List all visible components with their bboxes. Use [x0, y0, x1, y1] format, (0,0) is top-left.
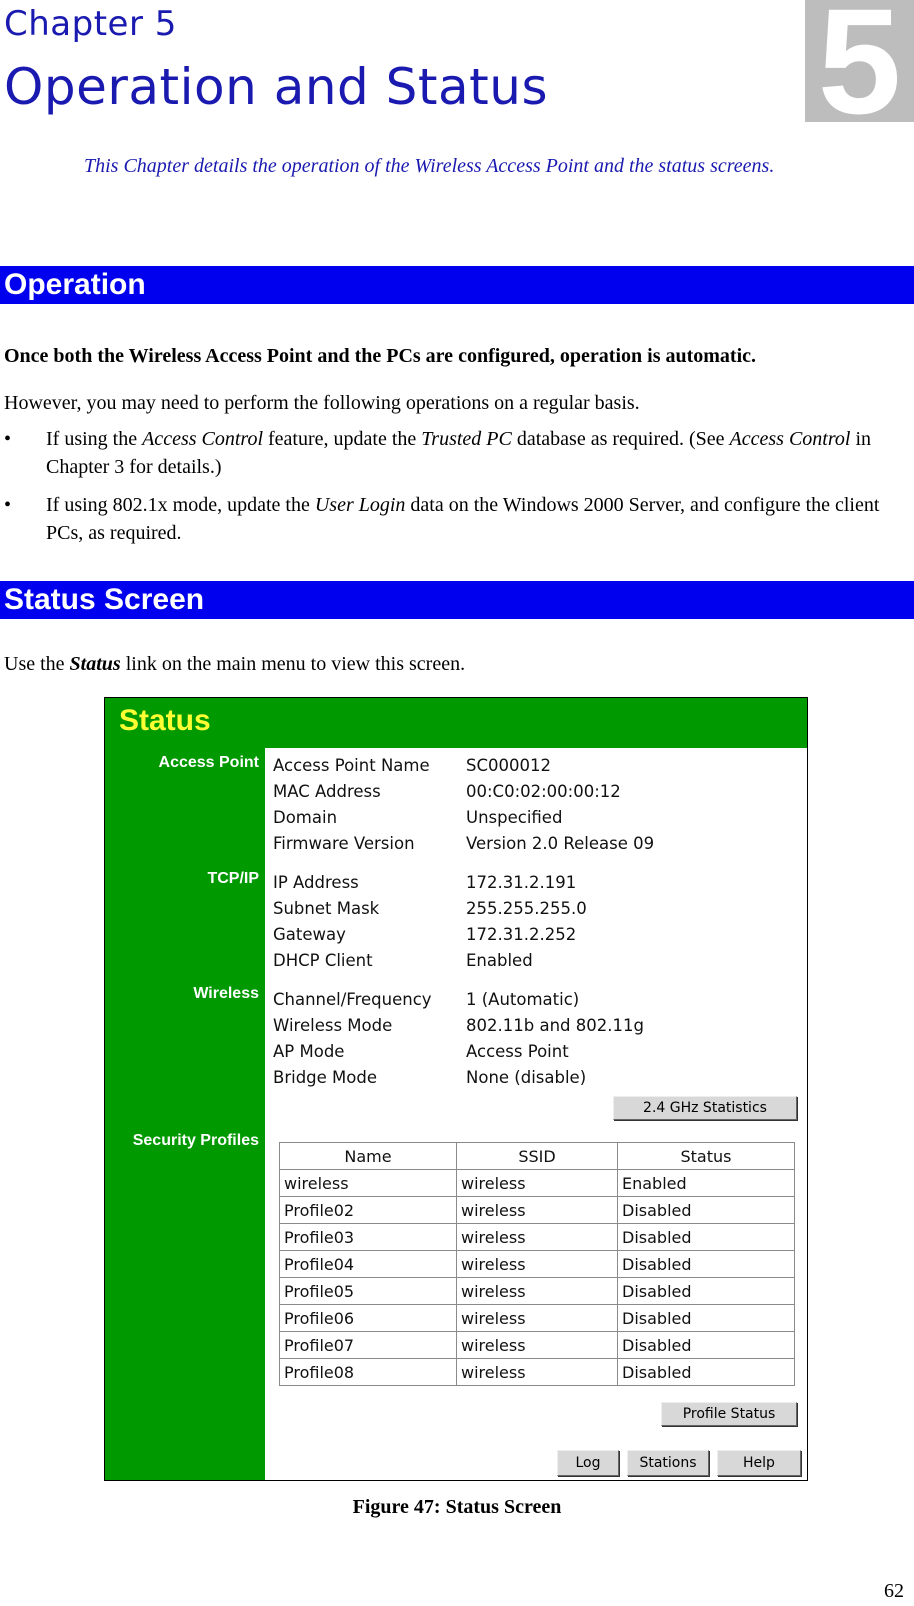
log-button[interactable]: Log [557, 1450, 619, 1476]
info-key: Domain [273, 808, 338, 827]
chapter-title: Operation and Status [4, 58, 549, 116]
text-run: If using 802.1x mode, update the [46, 494, 315, 516]
bullet-access-control [4, 425, 894, 481]
cell-status: Disabled [618, 1278, 795, 1305]
info-key: MAC Address [273, 782, 381, 801]
cell-ssid: wireless [457, 1305, 618, 1332]
info-key: Wireless Mode [273, 1016, 393, 1035]
table-row [280, 1251, 795, 1278]
status-link-mention: Status [69, 653, 121, 675]
table-row [280, 1305, 795, 1332]
stats-button[interactable]: 2.4 GHz Statistics [613, 1096, 797, 1120]
cell-ssid: wireless [457, 1197, 618, 1224]
bullet-text [46, 425, 894, 481]
info-key: Subnet Mask [273, 899, 380, 918]
cell-name: wireless [280, 1170, 457, 1197]
status-page-title: Status [105, 698, 807, 748]
status-screenshot [104, 697, 808, 1481]
column-header-name: Name [280, 1143, 457, 1170]
status-paragraph [4, 650, 904, 678]
cell-status: Disabled [618, 1305, 795, 1332]
info-key: Firmware Version [273, 834, 415, 853]
info-key: Access Point Name [273, 756, 430, 775]
table-row [280, 1278, 795, 1305]
cell-ssid: wireless [457, 1359, 618, 1386]
chapter-number: Chapter 5 [4, 4, 177, 44]
info-key: Gateway [273, 925, 346, 944]
cell-ssid: wireless [457, 1278, 618, 1305]
cell-ssid: wireless [457, 1224, 618, 1251]
sidebar-label-access-point: Access Point [158, 754, 259, 771]
info-key: Bridge Mode [273, 1068, 377, 1087]
info-value: Version 2.0 Release 09 [466, 834, 655, 853]
table-row [280, 1197, 795, 1224]
section-heading-status-screen: Status Screen [0, 581, 914, 619]
column-header-status: Status [618, 1143, 795, 1170]
info-value: 00:C0:02:00:00:12 [466, 782, 621, 801]
table-row [280, 1170, 795, 1197]
table-header-row [280, 1143, 795, 1170]
sidebar-label-tcpip: TCP/IP [207, 870, 259, 887]
figure-caption: Figure 47: Status Screen [352, 1496, 562, 1518]
cell-status: Disabled [618, 1251, 795, 1278]
sidebar-label-security-profiles: Security Profiles [132, 1132, 259, 1149]
chapter-intro: This Chapter details the operation of the Wireless Access Point and the status screens. [84, 155, 775, 177]
info-value: 172.31.2.191 [466, 873, 577, 892]
profile-status-button[interactable]: Profile Status [661, 1402, 797, 1426]
cell-name: Profile03 [280, 1224, 457, 1251]
info-value: 172.31.2.252 [466, 925, 577, 944]
bullet-8021x [4, 491, 894, 547]
chapter-digit-tab: 5 [805, 0, 914, 122]
info-value: Access Point [466, 1042, 569, 1061]
text-run: Use the [4, 653, 70, 675]
info-value: SC000012 [466, 756, 551, 775]
text-run: feature, update the [263, 428, 422, 450]
cell-name: Profile02 [280, 1197, 457, 1224]
cell-status: Enabled [618, 1170, 795, 1197]
table-row [280, 1332, 795, 1359]
info-key: DHCP Client [273, 951, 373, 970]
bullet-text [46, 491, 894, 547]
bullet-dot: • [4, 494, 12, 516]
stations-button[interactable]: Stations [627, 1450, 709, 1476]
table-row [280, 1224, 795, 1251]
cell-ssid: wireless [457, 1251, 618, 1278]
text-run: data on the Windows 2000 Server, and configure the client PCs, as required. [46, 494, 880, 544]
info-value: Unspecified [466, 808, 563, 827]
text-run-italic: User Login [314, 494, 406, 516]
cell-ssid: wireless [457, 1170, 618, 1197]
security-profiles-table [279, 1142, 795, 1386]
cell-name: Profile05 [280, 1278, 457, 1305]
sidebar-label-wireless: Wireless [193, 985, 259, 1002]
text-run: in Chapter 3 for details.) [46, 428, 872, 478]
cell-name: Profile04 [280, 1251, 457, 1278]
operation-paragraph: However, you may need to perform the following operations on a regular basis. [4, 392, 640, 414]
text-run-italic: Access Control [142, 428, 264, 450]
cell-name: Profile07 [280, 1332, 457, 1359]
operation-lead: Once both the Wireless Access Point and the PCs are configured, operation is automatic. [4, 345, 757, 367]
info-value: 802.11b and 802.11g [466, 1016, 644, 1035]
section-heading-operation: Operation [0, 266, 914, 304]
bullet-dot: • [4, 428, 12, 450]
info-key: Channel/Frequency [273, 990, 432, 1009]
cell-status: Disabled [618, 1359, 795, 1386]
info-value: 1 (Automatic) [466, 990, 580, 1009]
help-button[interactable]: Help [717, 1450, 801, 1476]
cell-status: Disabled [618, 1197, 795, 1224]
text-run: database as required. (See [511, 428, 730, 450]
cell-status: Disabled [618, 1224, 795, 1251]
cell-name: Profile08 [280, 1359, 457, 1386]
info-key: AP Mode [273, 1042, 345, 1061]
cell-ssid: wireless [457, 1332, 618, 1359]
status-sidebar [105, 748, 265, 1481]
page-number: 62 [884, 1580, 904, 1602]
text-run: link on the main menu to view this screen. [120, 653, 466, 675]
text-run-italic: Trusted PC [421, 428, 512, 450]
info-key: IP Address [273, 873, 359, 892]
text-run: If using the [46, 428, 143, 450]
info-value: Enabled [466, 951, 533, 970]
text-run-italic: Access Control [729, 428, 851, 450]
column-header-ssid: SSID [457, 1143, 618, 1170]
info-value: 255.255.255.0 [466, 899, 587, 918]
table-row [280, 1359, 795, 1386]
cell-status: Disabled [618, 1332, 795, 1359]
cell-name: Profile06 [280, 1305, 457, 1332]
info-value: None (disable) [466, 1068, 587, 1087]
